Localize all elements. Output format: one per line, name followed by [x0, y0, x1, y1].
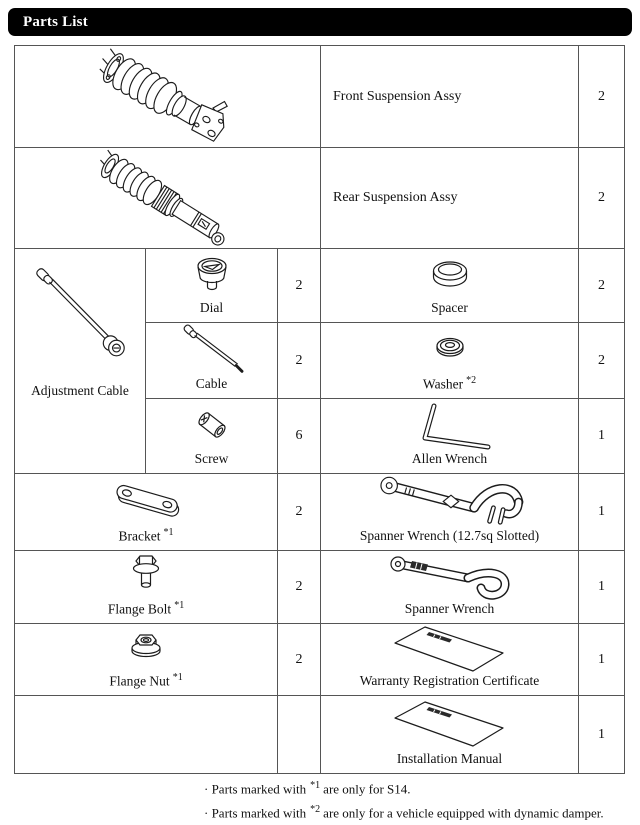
- flange-nut-illustration: [125, 631, 167, 665]
- front-suspension-assy-illustration: [85, 47, 251, 146]
- part-label: Spacer: [431, 300, 468, 315]
- cable-qty-cell: 2: [278, 323, 321, 399]
- adjustment-cable-cell: [15, 249, 146, 474]
- front-suspension-name-cell: [321, 46, 579, 148]
- part-label: Spanner Wrench: [404, 601, 495, 616]
- part-label: Flange Bolt $^{*1}$: [107, 599, 185, 616]
- footnotes: [204, 776, 604, 824]
- page-title: Parts List: [23, 13, 88, 30]
- front-suspension-qty-cell: [579, 46, 624, 148]
- part-label: Dial: [199, 300, 224, 315]
- part-label: Installation Manual: [396, 751, 503, 766]
- dial-qty-cell: 2: [278, 249, 321, 323]
- warranty-qty-cell: 1: [579, 624, 624, 696]
- washer-cell: [321, 323, 579, 399]
- part-label: Adjustment Cable: [31, 383, 129, 398]
- washer-qty-cell: 2: [579, 323, 624, 399]
- installation-manual-qty-cell: 1: [598, 726, 605, 742]
- part-label: Washer $^{*2}$: [422, 374, 477, 391]
- spacer-cell: [321, 249, 579, 323]
- screw-cell: [146, 399, 278, 474]
- spanner-slotted-cell: [321, 474, 579, 551]
- screw-qty-cell: 6: [278, 399, 321, 474]
- flange-nut-cell: [15, 624, 278, 696]
- flange-bolt-qty-cell: 2: [278, 551, 321, 624]
- part-label: Allen Wrench: [411, 451, 488, 466]
- adjustment-cable-illustration: [29, 262, 131, 368]
- rear-suspension-assy-illustration: [84, 149, 252, 247]
- washer-illustration: [430, 334, 470, 364]
- cable-cell: [146, 323, 278, 399]
- allen-wrench-illustration: [404, 400, 496, 450]
- part-label: Cable: [195, 376, 228, 391]
- front-suspension-image-cell: [15, 46, 321, 148]
- empty-qty-cell: [278, 696, 321, 773]
- flange-nut-qty-cell: 2: [278, 624, 321, 696]
- part-qty: 2: [598, 190, 605, 205]
- dial-illustration: [190, 254, 234, 296]
- warranty-certificate-illustration: [391, 624, 509, 675]
- part-label: Bracket $^{*1}$: [118, 526, 174, 543]
- installation-manual-cell: [321, 696, 579, 773]
- flange-bolt-illustration: [126, 552, 166, 598]
- installation-manual-illustration: [391, 698, 509, 750]
- spanner-cell: [321, 551, 579, 624]
- part-qty: 2: [598, 88, 605, 104]
- spacer-illustration: [426, 257, 474, 293]
- footnote-s14: · Parts marked with $^{*1}$ are only for S14.: [204, 780, 411, 797]
- bracket-cell: [15, 474, 278, 551]
- part-label: Flange Nut $^{*1}$: [109, 671, 183, 688]
- screw-illustration: [192, 406, 232, 444]
- spanner-slotted-qty-cell: 1: [579, 474, 624, 551]
- part-label: Spanner Wrench (12.7sq Slotted): [359, 528, 540, 543]
- parts-table: [14, 45, 625, 774]
- rear-suspension-image-cell: [15, 148, 321, 249]
- part-name: Front Suspension Assy: [333, 88, 462, 104]
- allen-wrench-qty-cell: 1: [579, 399, 624, 474]
- allen-wrench-cell: [321, 399, 579, 474]
- rear-suspension-name-cell: [321, 148, 579, 249]
- cable-illustration: [176, 323, 248, 380]
- spanner-wrench-illustration: [384, 551, 516, 601]
- empty-cell: [15, 696, 278, 773]
- warranty-certificate-cell: [321, 624, 579, 696]
- bracket-qty-cell: 2: [278, 474, 321, 551]
- bracket-illustration: [99, 475, 193, 525]
- spanner-wrench-slotted-illustration: [371, 474, 529, 529]
- dial-cell: [146, 249, 278, 323]
- footnote-dynamic-damper: · Parts marked with $^{*2}$ are only for a vehicle equipped with dynamic damper.: [204, 803, 604, 821]
- rear-suspension-qty-cell: [579, 148, 624, 249]
- spacer-qty-cell: 2: [579, 249, 624, 323]
- section-header: [8, 8, 632, 36]
- part-label: Warranty Registration Certificate: [359, 673, 540, 688]
- flange-bolt-cell: [15, 551, 278, 624]
- part-label: Screw: [194, 451, 229, 466]
- spanner-qty-cell: 1: [579, 551, 624, 624]
- part-name: Rear Suspension Assy: [333, 190, 458, 205]
